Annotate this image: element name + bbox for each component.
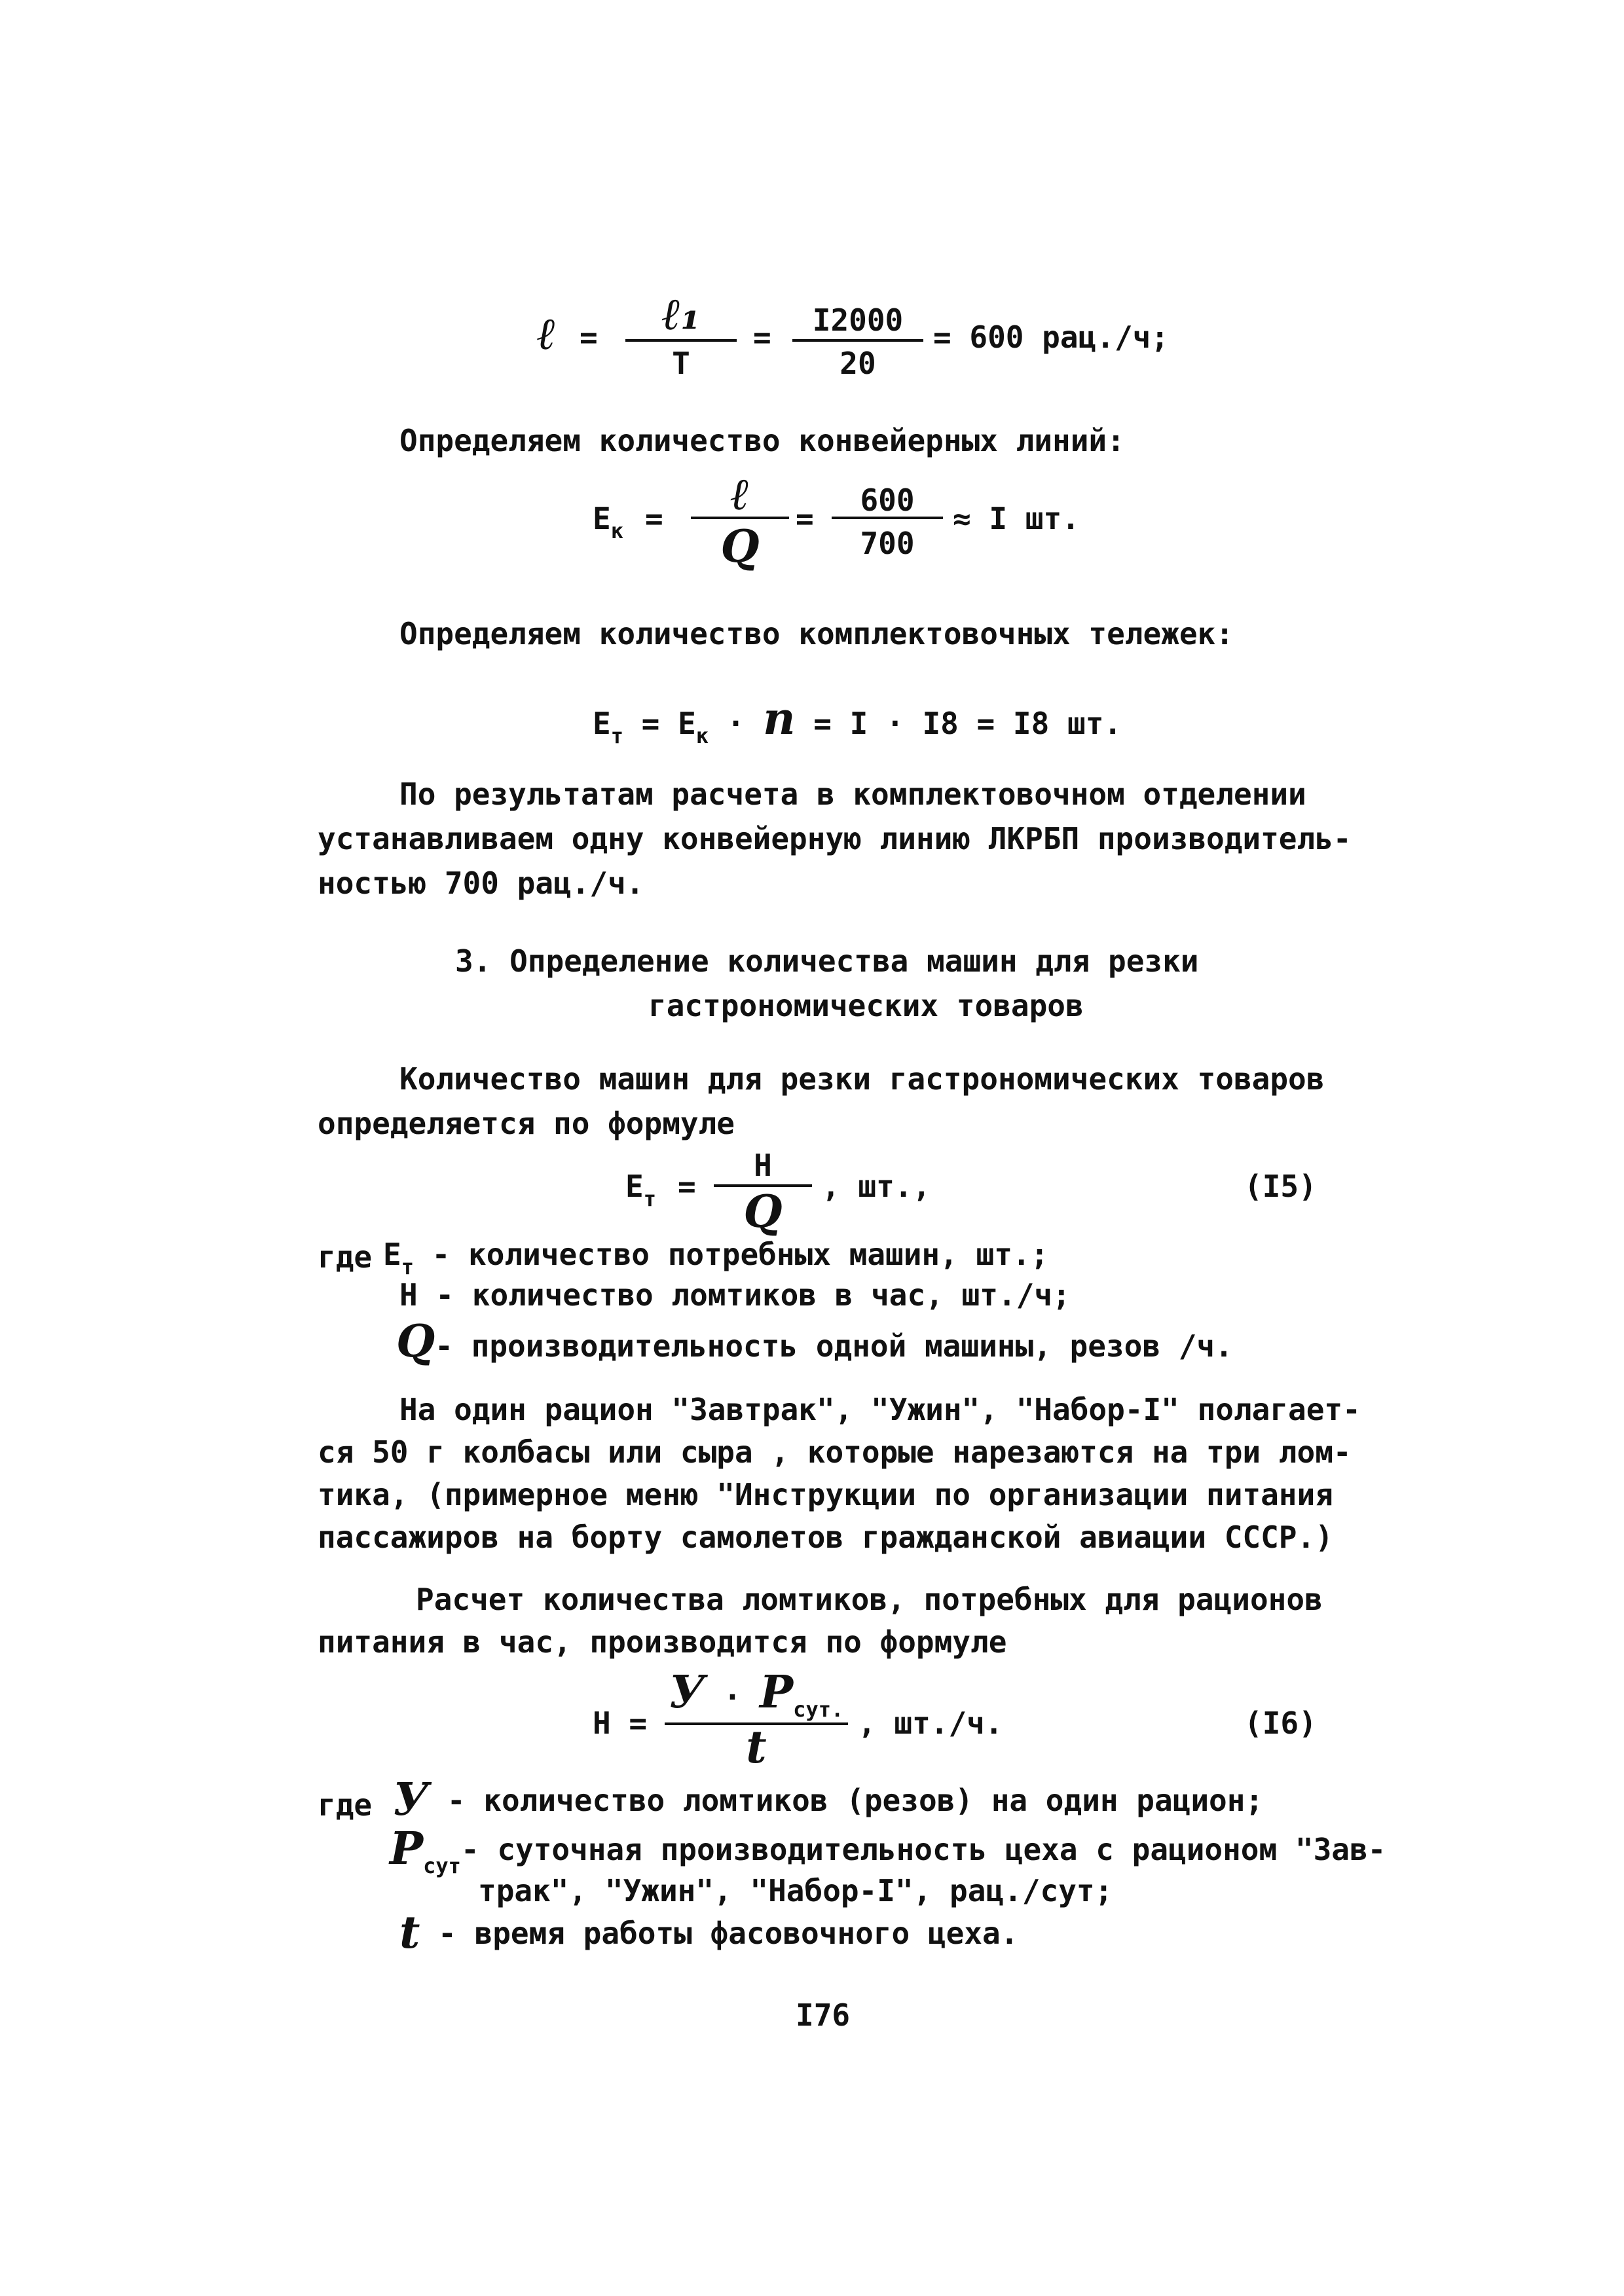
fraction-denominator: t xyxy=(746,1721,767,1774)
text-line: ностью 700 рац./ч. xyxy=(318,866,644,901)
symbol-subscript: к xyxy=(610,519,623,543)
legend-symbol: P xyxy=(390,1823,424,1875)
symbol-e: E xyxy=(593,501,611,536)
legend-text: - суточная производительность цеха с рационом "Зав- xyxy=(460,1832,1386,1867)
symbol-p: P xyxy=(760,1666,794,1719)
fraction-600-over-700 xyxy=(832,468,943,566)
multiply-dot: · xyxy=(726,706,764,741)
formula-ek-result: ≈ I шт. xyxy=(953,501,1080,536)
legend-text: - количество ломтиков (резов) на один рацион; xyxy=(447,1783,1264,1818)
legend-symbol: t xyxy=(399,1906,420,1959)
fraction-bar xyxy=(691,517,789,519)
formula-15-unit: , шт., xyxy=(822,1169,931,1204)
legend-text: - количество ломтиков в час, шт./ч; xyxy=(435,1277,1071,1313)
formula-16-lhs: Н = xyxy=(593,1705,648,1741)
fraction-numerator: ℓ₁ xyxy=(661,288,701,340)
formula-15-lhs xyxy=(625,1169,656,1211)
legend-text: - производительность одной машины, резов /ч. xyxy=(435,1328,1233,1364)
formula-ek-lhs xyxy=(593,501,623,543)
text-line: определяется по формуле xyxy=(318,1106,735,1141)
legend-row xyxy=(399,1277,1071,1313)
legend-prefix: где xyxy=(318,1239,373,1275)
legend-symbol: Н xyxy=(399,1277,418,1313)
legend-row xyxy=(396,1315,1233,1368)
fraction-12000-over-20 xyxy=(792,288,923,386)
symbol-e: E xyxy=(625,1169,644,1204)
legend-text: трак", "Ужин", "Набор-I", рац./сут; xyxy=(478,1873,1113,1908)
formula-et-rest: = I · I8 = I8 шт. xyxy=(813,706,1122,741)
symbol-subscript: т xyxy=(643,1186,656,1211)
legend-row xyxy=(383,1237,1049,1279)
text-line: По результатам расчета в комплектовочном отделении xyxy=(399,776,1306,812)
multiply-dot: · xyxy=(705,1679,760,1715)
text-line: На один рацион "Завтрак", "Ужин", "Набор-I" полагает- xyxy=(399,1392,1361,1427)
fraction-numerator: Н xyxy=(754,1148,772,1183)
fraction-numerator: ℓ xyxy=(730,468,750,520)
text-line: Количество машин для резки гастрономических товаров xyxy=(399,1061,1325,1097)
formula-16-unit: , шт./ч. xyxy=(858,1705,1003,1741)
legend-symbol: У xyxy=(393,1774,430,1826)
fraction-numerator xyxy=(665,1666,848,1722)
text-line: тика, (примерное меню "Инструкции по организации питания xyxy=(318,1477,1333,1512)
equals-sign: = xyxy=(641,706,678,741)
fraction-numerator: 600 xyxy=(860,483,915,518)
symbol-subscript: т xyxy=(610,723,623,748)
text-line: пассажиров на борту самолетов гражданской авиации СССР.) xyxy=(318,1520,1333,1555)
legend-row xyxy=(393,1774,1264,1826)
heading-line: гастрономических товаров xyxy=(648,988,1084,1023)
fraction-denominator: Q xyxy=(743,1186,783,1238)
legend-row xyxy=(390,1823,1386,1878)
formula-l-lhs: ℓ xyxy=(537,308,557,360)
page-number: I76 xyxy=(796,1997,851,2033)
symbol-subscript: сут. xyxy=(793,1697,844,1722)
fraction-y-p-over-t xyxy=(665,1666,848,1777)
fraction-bar xyxy=(832,517,943,519)
text-line: питания в час, производится по формуле xyxy=(318,1624,1007,1660)
legend-row xyxy=(399,1906,1019,1959)
symbol-e: E xyxy=(593,706,611,741)
legend-symbol: Q xyxy=(396,1315,435,1368)
heading-line: 3. Определение количества машин для резки xyxy=(455,943,1199,979)
symbol-subscript: к xyxy=(695,723,709,748)
fraction-denominator: Q xyxy=(720,520,760,573)
equals-sign: = xyxy=(678,1169,696,1204)
legend-symbol-subscript: сут xyxy=(423,1853,461,1878)
equation-number: (I6) xyxy=(1244,1705,1317,1741)
symbol-n: n xyxy=(763,693,796,745)
equals-sign: = xyxy=(645,501,663,536)
fraction-denominator: 20 xyxy=(840,346,876,381)
equation-number: (I5) xyxy=(1244,1169,1317,1204)
legend-symbol-subscript: т xyxy=(401,1254,414,1279)
equals-sign: = xyxy=(753,319,771,355)
legend-symbol: E xyxy=(383,1237,401,1272)
formula-et xyxy=(593,693,1122,748)
text-line: устанавливаем одну конвейерную линию ЛКРБП производитель- xyxy=(318,821,1352,856)
fraction-l1-over-t xyxy=(625,288,737,386)
fraction-h-over-q xyxy=(714,1142,812,1241)
formula-l-result: = 600 рац./ч; xyxy=(933,319,1170,355)
fraction-bar xyxy=(792,339,923,342)
fraction-bar xyxy=(625,339,737,342)
fraction-denominator: 700 xyxy=(860,526,915,561)
fraction-denominator: Т xyxy=(672,346,690,381)
legend-text: - количество потребных машин, шт.; xyxy=(432,1237,1049,1272)
legend-text: - время работы фасовочного цеха. xyxy=(438,1916,1019,1951)
fraction-l-over-q xyxy=(691,468,789,573)
symbol-e: E xyxy=(678,706,696,741)
para-conveyor-intro: Определяем количество конвейерных линий: xyxy=(399,423,1125,458)
equals-sign: = xyxy=(580,319,598,355)
text-line: Расчет количества ломтиков, потребных для рационов xyxy=(416,1582,1323,1617)
para-carts-intro: Определяем количество комплектовочных тележек: xyxy=(399,616,1234,651)
equals-sign: = xyxy=(796,501,814,536)
legend-row xyxy=(478,1873,1113,1908)
fraction-numerator: I2000 xyxy=(812,302,904,338)
legend-prefix: где xyxy=(318,1787,373,1823)
text-line: ся 50 г колбасы или сыра , которые нарезаются на три лом- xyxy=(318,1434,1352,1470)
symbol-y: У xyxy=(669,1666,705,1719)
